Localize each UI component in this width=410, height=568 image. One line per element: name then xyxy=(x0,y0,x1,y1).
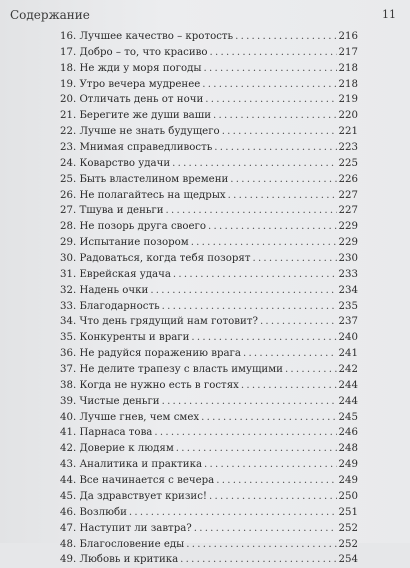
toc-entry-page: 221 xyxy=(338,126,358,138)
toc-entry xyxy=(60,235,358,251)
dot-leader xyxy=(162,394,337,410)
toc-entry xyxy=(60,489,358,505)
toc-entry xyxy=(60,505,358,521)
toc-entry xyxy=(60,441,358,457)
toc-entry xyxy=(60,251,358,267)
toc-entry xyxy=(60,537,358,553)
toc-entry-title: 20. Отличать день от ночи xyxy=(60,94,204,106)
dot-leader xyxy=(260,314,337,330)
toc-entry-page: 227 xyxy=(338,205,358,217)
toc-entry-title: 41. Парнаса това xyxy=(60,427,153,439)
dot-leader xyxy=(209,489,337,505)
toc-entry-page: 254 xyxy=(338,554,358,566)
toc-entry-title: 26. Не полагайтесь на щедрых xyxy=(60,189,226,201)
dot-leader xyxy=(213,108,337,124)
toc-entry-title: 25. Быть властелином времени xyxy=(60,173,229,185)
toc-entry-title: 39. Чистые деньги xyxy=(60,395,160,407)
dot-leader xyxy=(204,457,337,473)
toc-entry-title: 35. Конкуренты и враги xyxy=(60,332,190,344)
toc-entry-page: 227 xyxy=(338,189,358,201)
dot-leader xyxy=(180,552,336,568)
dot-leader xyxy=(230,172,336,188)
toc-entry-title: 49. Любовь и критика xyxy=(60,554,179,566)
dot-leader xyxy=(172,156,336,172)
toc-entry-title: 32. Надень очки xyxy=(60,284,149,296)
table-of-contents xyxy=(60,29,358,568)
toc-entry-title: 43. Аналитика и практика xyxy=(60,459,203,471)
toc-entry-title: 48. Благословение еды xyxy=(60,538,185,550)
toc-entry xyxy=(60,457,358,473)
dot-leader xyxy=(204,61,337,77)
toc-entry-title: 42. Доверие к людям xyxy=(60,443,174,455)
toc-entry xyxy=(60,267,358,283)
dot-leader xyxy=(150,283,336,299)
toc-entry xyxy=(60,521,358,537)
toc-entry xyxy=(60,473,358,489)
toc-entry xyxy=(60,29,358,45)
dot-leader xyxy=(129,505,337,521)
toc-entry xyxy=(60,172,358,188)
toc-entry-page: 229 xyxy=(338,237,358,249)
toc-entry-page: 244 xyxy=(338,395,358,407)
toc-entry-page: 220 xyxy=(338,110,358,122)
toc-entry-title: 22. Лучше не знать будущего xyxy=(60,126,220,138)
toc-entry-title: 18. Не жди у моря погоды xyxy=(60,62,202,74)
dot-leader xyxy=(222,124,337,140)
toc-entry-title: 33. Благодарность xyxy=(60,300,160,312)
toc-entry-page: 229 xyxy=(338,221,358,233)
toc-entry-page: 216 xyxy=(338,31,358,42)
toc-entry xyxy=(60,378,358,394)
toc-entry-title: 30. Радоваться, когда тебя позорят xyxy=(60,253,251,265)
dot-leader xyxy=(216,473,336,489)
toc-entry-page: 219 xyxy=(338,94,358,106)
toc-entry xyxy=(60,394,358,410)
toc-entry-page: 230 xyxy=(338,253,358,265)
page-number: 11 xyxy=(382,8,396,21)
dot-leader xyxy=(214,140,336,156)
toc-entry-title: 23. Мнимая справедливость xyxy=(60,142,213,154)
dot-leader xyxy=(210,45,337,61)
toc-entry-title: 19. Утро вечера мудренее xyxy=(60,78,201,90)
dot-leader xyxy=(186,537,336,553)
toc-entry-page: 237 xyxy=(338,316,358,328)
toc-entry xyxy=(60,108,358,124)
toc-entry-page: 242 xyxy=(338,364,358,376)
toc-entry-page: 235 xyxy=(338,300,358,312)
dot-leader xyxy=(176,441,337,457)
toc-entry-title: 31. Еврейская удача xyxy=(60,268,171,280)
toc-entry-page: 248 xyxy=(338,443,358,455)
toc-entry-title: 27. Тшува и деньги xyxy=(60,205,164,217)
dot-leader xyxy=(173,267,337,283)
toc-entry xyxy=(60,346,358,362)
dot-leader xyxy=(235,29,336,45)
toc-entry-title: 44. Все начинается с вечера xyxy=(60,475,215,487)
dot-leader xyxy=(201,410,336,426)
toc-entry-page: 234 xyxy=(338,284,358,296)
dot-leader xyxy=(228,188,337,204)
toc-entry-page: 225 xyxy=(338,157,358,169)
dot-leader xyxy=(191,330,336,346)
toc-entry-page: 244 xyxy=(338,379,358,391)
dot-leader xyxy=(205,92,336,108)
dot-leader xyxy=(243,346,337,362)
toc-entry-title: 36. Не радуйся поражению врага xyxy=(60,348,241,360)
dot-leader xyxy=(191,235,337,251)
toc-entry-title: 37. Не делите трапезу с власть имущими xyxy=(60,364,283,376)
toc-entry-page: 249 xyxy=(338,459,358,471)
toc-entry-title: 17. Добро – то, что красиво xyxy=(60,46,208,58)
toc-entry-title: 21. Берегите же души ваши xyxy=(60,110,212,122)
dot-leader xyxy=(285,362,337,378)
toc-entry-title: 16. Лучшее качество – кротость xyxy=(60,31,234,42)
dot-leader xyxy=(162,299,337,315)
toc-entry-title: 46. Возлюби xyxy=(60,506,127,518)
toc-entry-page: 241 xyxy=(338,348,358,360)
toc-entry xyxy=(60,124,358,140)
toc-entry-title: 28. Не позорь друга своего xyxy=(60,221,207,233)
dot-leader xyxy=(194,521,337,537)
toc-entry-page: 240 xyxy=(338,332,358,344)
toc-entry xyxy=(60,552,358,568)
dot-leader xyxy=(154,425,336,441)
toc-entry xyxy=(60,188,358,204)
toc-entry xyxy=(60,61,358,77)
dot-leader xyxy=(208,219,337,235)
toc-entry xyxy=(60,140,358,156)
toc-entry-page: 252 xyxy=(338,538,358,550)
toc-entry-page: 251 xyxy=(338,506,358,518)
dot-leader xyxy=(252,251,336,267)
toc-entry-page: 249 xyxy=(338,475,358,487)
toc-entry-page: 245 xyxy=(338,411,358,423)
toc-entry-title: 29. Испытание позором xyxy=(60,237,189,249)
toc-entry-page: 223 xyxy=(338,142,358,154)
toc-entry xyxy=(60,425,358,441)
toc-entry xyxy=(60,362,358,378)
toc-entry-page: 250 xyxy=(338,490,358,502)
toc-entry-title: 47. Наступит ли завтра? xyxy=(60,522,192,534)
toc-entry-title: 40. Лучше гнев, чем смех xyxy=(60,411,200,423)
dot-leader xyxy=(241,378,337,394)
toc-entry-page: 218 xyxy=(338,62,358,74)
toc-entry xyxy=(60,92,358,108)
dot-leader xyxy=(202,77,336,93)
toc-entry-page: 217 xyxy=(338,46,358,58)
toc-entry xyxy=(60,77,358,93)
toc-entry-title: 34. Что день грядущий нам готовит? xyxy=(60,316,258,328)
toc-entry xyxy=(60,219,358,235)
toc-entry xyxy=(60,283,358,299)
toc-entry-page: 226 xyxy=(338,173,358,185)
toc-entry xyxy=(60,299,358,315)
toc-entry xyxy=(60,203,358,219)
toc-entry-title: 45. Да здравствует кризис! xyxy=(60,490,207,502)
toc-entry-title: 24. Коварство удачи xyxy=(60,157,171,169)
running-head: Содержание xyxy=(10,8,90,22)
toc-entry xyxy=(60,156,358,172)
toc-entry-page: 252 xyxy=(338,522,358,534)
toc-entry xyxy=(60,410,358,426)
toc-entry xyxy=(60,314,358,330)
toc-entry-page: 233 xyxy=(338,268,358,280)
toc-entry-title: 38. Когда не нужно есть в гостях xyxy=(60,379,239,391)
dot-leader xyxy=(166,203,337,219)
toc-entry-page: 246 xyxy=(338,427,358,439)
toc-entry xyxy=(60,45,358,61)
toc-entry-page: 218 xyxy=(338,78,358,90)
toc-entry xyxy=(60,330,358,346)
